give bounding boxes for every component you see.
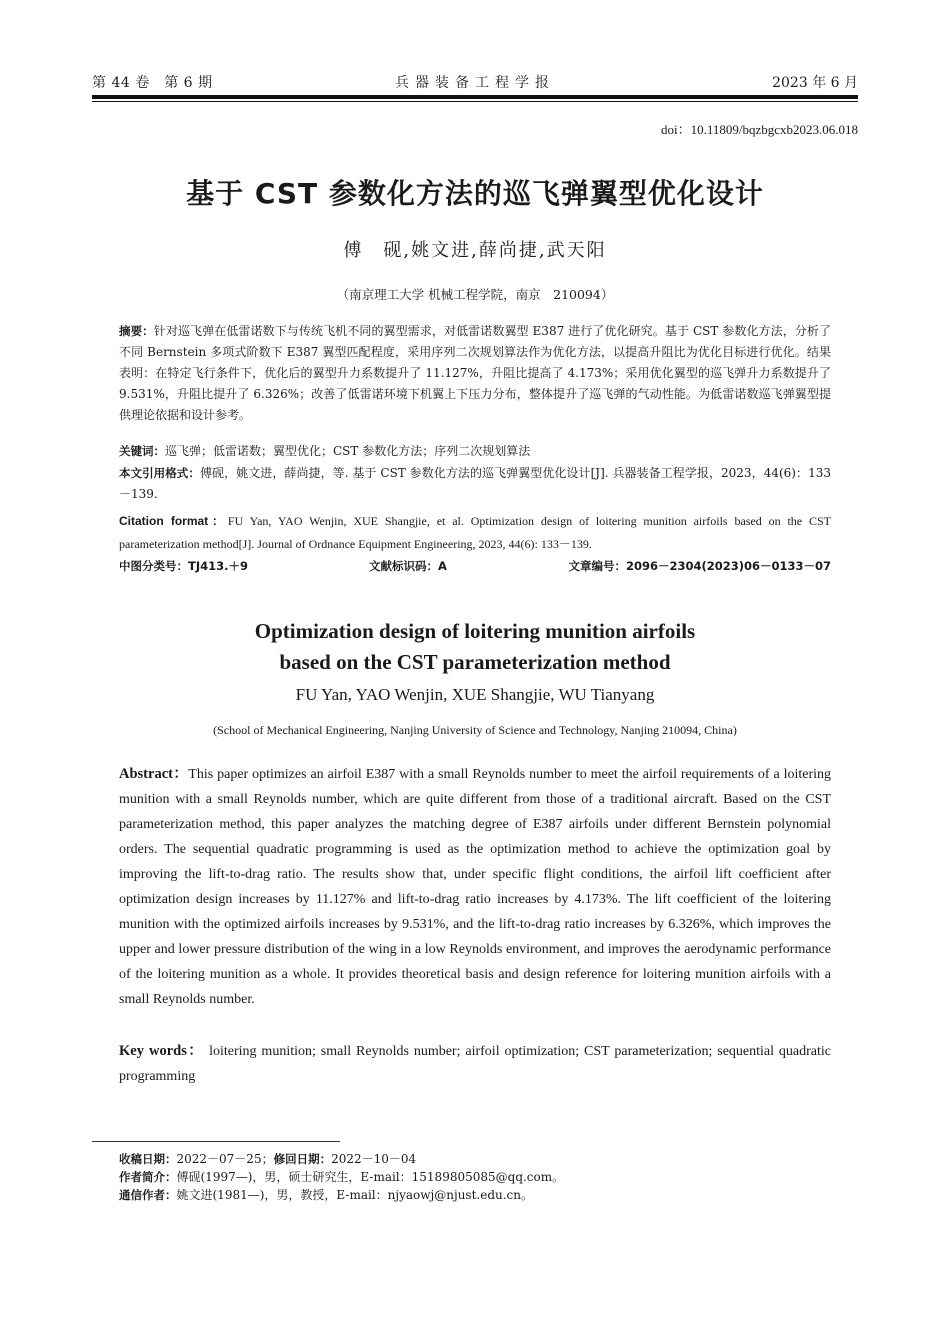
keywords-en-label: Key words： bbox=[119, 1043, 205, 1059]
header-rule-thin bbox=[92, 101, 858, 102]
abstract-cn bbox=[119, 321, 831, 426]
citation-cn bbox=[119, 463, 831, 505]
keywords-en bbox=[119, 1039, 831, 1089]
page-title-cn: 基于 CST 参数化方法的巡飞弹翼型优化设计 bbox=[186, 177, 764, 210]
header-journal-name: 兵器装备工程学报 bbox=[395, 75, 555, 91]
abstract-cn-text: 针对巡飞弹在低雷诺数下与传统飞机不同的翼型需求，对低雷诺数翼型 E387 进行了优化研究。基于 CST 参数化方法，分析了不同 Bernstein 多项式阶数下 E387 翼型匹配程度，采用序列二次规划算法作为优化方法，以提高升阻比为优化目标进行优化。结果表明：在特定飞行条件下，优化后的翼型升力系数提升了 11.127%，升阻比提高了 4.173%；采用优化翼型的巡飞弹升力系数提升了 9.531%，升阻比提升了 6.326%；改善了低雷诺环境下机翼上下压力分布，整体提升了巡飞弹的气动性能。为低雷诺数巡飞弹翼型提供理论依据和设计参考。 bbox=[119, 324, 831, 422]
footnote-author bbox=[119, 1168, 839, 1186]
header-rule-thick bbox=[92, 95, 858, 99]
revised-date: 2022－10－04 bbox=[331, 1152, 417, 1166]
article-number: 文章编号：2096－2304(2023)06－0133－07 bbox=[568, 559, 831, 573]
abstract-en-label: Abstract： bbox=[119, 766, 189, 782]
corresponding-label: 通信作者： bbox=[119, 1188, 177, 1202]
corresponding-author: 姚文进(1981—)，男，教授，E-mail：njyaowj@njust.edu.cn。 bbox=[176, 1188, 533, 1202]
header-volume-issue: 第 44 卷 第 6 期 bbox=[92, 75, 213, 91]
received-label: 收稿日期： bbox=[119, 1152, 177, 1166]
abstract-en-text: This paper optimizes an airfoil E387 with a small Reynolds number to meet the airfoil requirements of a loitering munition with a small Reynolds number, which are quite different from those of a traditional aircraft. Based on the CST parameterization method, this paper analyzes the matching degree of E387 airfoils under different Bernstein polynomial orders. The sequential quadratic programming is used as the optimization method to achieve the optimization goal by improving the lift-to-drag ratio. The results show that, under specific flight conditions, the airfoil lift coefficient after optimization design increases by 11.127% and lift-to-drag ratio increases by 4.173%. The lift coefficient of the loitering munition with the optimized airfoils increases by 9.531%, and the lift-to-drag ratio increases by 6.326%, which improves the upper and lower pressure distribution of the wing in a low Reynolds environment, and improves the aerodynamic performance of the loitering munition as a whole. It provides theoretical basis and design reference for loitering munition airfoils with a small Reynolds number. bbox=[119, 767, 831, 1007]
footnote-corresponding bbox=[119, 1186, 839, 1204]
doi[interactable]: doi：10.11809/bqzbgcxb2023.06.018 bbox=[660, 122, 858, 137]
page-title-en bbox=[0, 616, 950, 678]
affiliation-cn: （南京理工大学 机械工程学院，南京 210094） bbox=[336, 287, 614, 302]
title-en-line-2: based on the CST parameterization method bbox=[279, 650, 671, 674]
keywords-cn-text: 巡飞弹；低雷诺数；翼型优化；CST 参数化方法；序列二次规划算法 bbox=[165, 444, 531, 458]
authors-en: FU Yan, YAO Wenjin, XUE Shangjie, WU Tianyang bbox=[295, 685, 655, 704]
keywords-en-text: loitering munition; small Reynolds number; airfoil optimization; CST parameterization; sequential quadratic programming bbox=[119, 1044, 831, 1084]
document-code: 文献标识码：A bbox=[369, 559, 447, 573]
footnote-dates bbox=[119, 1150, 839, 1168]
received-date: 2022－07－25； bbox=[176, 1152, 274, 1166]
affiliation-en: (School of Mechanical Engineering, Nanjing University of Science and Technology, Nanjing 210094, China) bbox=[213, 723, 737, 737]
keywords-cn-label: 关键词： bbox=[119, 444, 165, 458]
abstract-cn-label: 摘要： bbox=[119, 324, 154, 338]
authors-cn: 傅 砚,姚文进,薛尚捷,武天阳 bbox=[343, 240, 607, 261]
citation-en-label: Citation format： bbox=[119, 514, 228, 528]
keywords-cn bbox=[119, 441, 831, 462]
citation-cn-text: 傅砚，姚文进，薛尚捷，等. 基于 CST 参数化方法的巡飞弹翼型优化设计[J]. 兵器装备工程学报，2023，44(6)：133－139. bbox=[119, 466, 831, 501]
title-en-line-1: Optimization design of loitering munition airfoils bbox=[254, 619, 696, 643]
citation-en-text: FU Yan, YAO Wenjin, XUE Shangjie, et al. Optimization design of loitering munition airfoils based on the CST parameterization method[J]. Journal of Ordnance Equipment Engineering, 2023, 44(6): 133－139. bbox=[119, 514, 831, 551]
author-bio-label: 作者简介： bbox=[119, 1170, 177, 1184]
header-date: 2023 年 6 月 bbox=[772, 75, 858, 91]
footnote-rule bbox=[92, 1141, 340, 1142]
revised-label: 修回日期： bbox=[273, 1152, 332, 1166]
citation-en bbox=[119, 510, 831, 556]
clc-number: 中图分类号：TJ413.＋9 bbox=[119, 559, 248, 573]
author-bio: 傅砚(1997—)，男，硕士研究生，E-mail：15189805085@qq.com。 bbox=[176, 1170, 565, 1184]
abstract-en bbox=[119, 762, 831, 1012]
citation-cn-label: 本文引用格式： bbox=[119, 466, 200, 480]
